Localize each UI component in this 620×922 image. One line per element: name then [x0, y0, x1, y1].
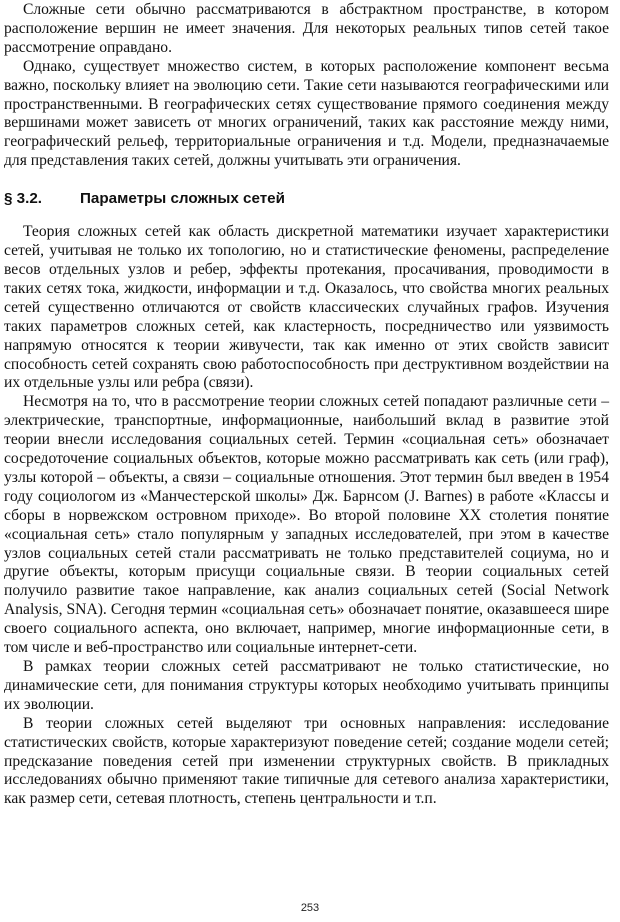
section-title: Параметры сложных сетей [80, 190, 285, 208]
paragraph-abstract-space: Сложные сети обычно рассматриваются в абстрактном пространстве, в котором расположение вершин не имеет значения. Для некоторых реальных типов сетей такое рассмотрение оправдано. [4, 1, 609, 56]
section-number: § 3.2. [4, 190, 42, 208]
paragraph-social-networks: Несмотря на то, что в рассмотрение теории сложных сетей попадают различные сети – электрические, транспортные, информационные, наибольший вклад в развитие этой теории внесли исследования социальных сетей. Термин «социальная сеть» обозначает сосредоточение социальных объектов, которые можно рассматривать как сеть (или граф), узлы которой – объекты, а связи – социальные отношения. Этот термин был введен в 1954 году социологом из «Манчестерской школы» Дж. Барнсом (J. Barnes) в работе «Классы и сборы в норвежском островном приходе». Во второй половине XX столетия понятие «социальная сеть» стало популярным у западных исследователей, при этом в качестве узлов социальных сетей стали рассматривать не только представителей социума, но и другие объекты, которым присущи социальные связи. В теории социальных сетей получило развитие такое направление, как анализ социальных сетей (Social Network Analysis, SNA). Сегодня термин «социальная сеть» обозначает понятие, оказавшееся шире своего социального аспекта, оно включает, например, многие информационные сети, в том числе и веб-пространство или социальные интернет-сети. [4, 393, 609, 657]
section-heading [4, 189, 609, 208]
page-number: 253 [300, 902, 320, 914]
paragraph-research-directions: В теории сложных сетей выделяют три основных направления: исследование статистических свойств, которые характеризуют поведение сетей; создание модели сетей; предсказание поведения сетей при изменении структурных свойств. В прикладных исследованиях обычно применяют такие типичные для сетевого анализа характеристики, как размер сети, сетевая плотность, степень центральности и т.п. [4, 714, 609, 808]
paragraph-network-theory: Теория сложных сетей как область дискретной математики изучает характеристики сетей, учитывая не только их топологию, но и статистические феномены, распределение весов отдельных узлов и ребер, эффекты протекания, просачивания, проводимости в таких сетях тока, жидкости, информации и т.д. Оказалось, что свойства многих реальных сетей существенно отличаются от свойств классических случайных графов. Изучения таких параметров сложных сетей, как кластерность, посредничество или уязвимость напрямую относятся к теории живучести, так как именно от этих свойств зависит способность сетей сохранять свою работоспособность при деструктивном воздействии на их отдельные узлы или ребра (связи). [4, 223, 609, 392]
paragraph-dynamic-networks: В рамках теории сложных сетей рассматривают не только статистические, но динамические сети, для понимания структуры которых необходимо учитывать принципы их эволюции. [4, 658, 609, 713]
paragraph-geographic-networks: Однако, существует множество систем, в которых расположение компонент весьма важно, поскольку влияет на эволюцию сети. Такие сети называются географическими или пространственными. В географических сетях существование прямого соединения между вершинами может зависеть от многих ограничений, таких как расстояние между ними, географический рельеф, территориальные ограничения и т.д. Модели, предназначаемые для представления таких сетей, должны учитывать эти ограничения. [4, 57, 609, 170]
